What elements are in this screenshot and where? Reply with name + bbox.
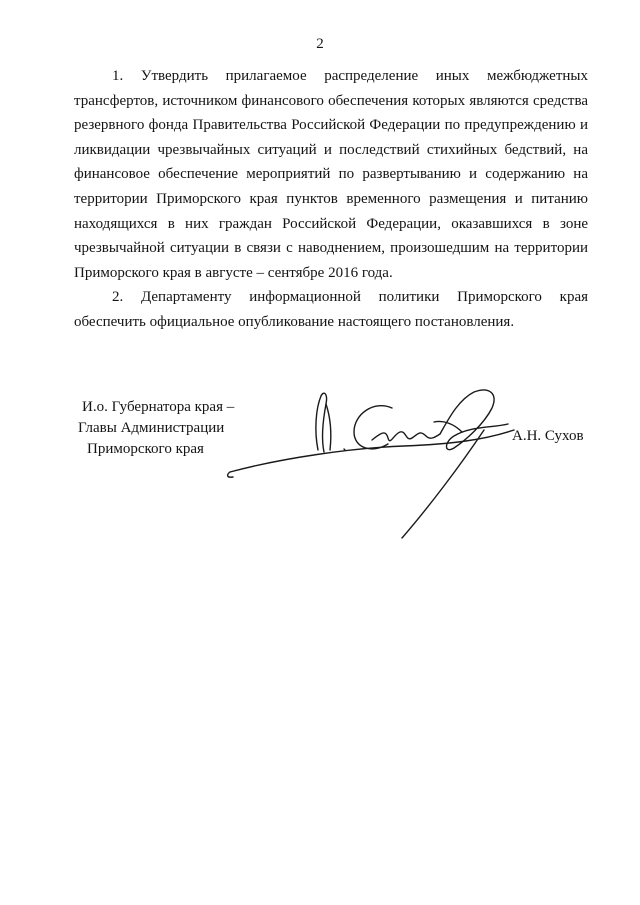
signer-name: А.Н. Сухов: [512, 428, 584, 444]
handwritten-signature: [222, 380, 532, 550]
document-body: [74, 64, 588, 335]
signatory-title-line: И.о. Губернатора края –: [82, 399, 235, 415]
signatory-title-line: Главы Администрации: [78, 420, 225, 436]
page-number: 2: [316, 36, 324, 52]
signatory-title: [78, 397, 234, 460]
paragraph-1: 1. Утвердить прилагаемое распределение иных межбюджетных трансфертов, источником финансового обеспечения которых являются средства резервного фонда Правительства Российской Федерации по предупреждению и ликвидации чрезвычайных ситуаций и последствий стихийных бедствий, на финансовое обеспечение мероприятий по развертыванию и содержанию на территории Приморского края пунктов временного размещения и питанию находящихся в них граждан Российской Федерации, оказавшихся в зоне чрезвычайной ситуации в связи с наводнением, произошедшим на территории Приморского края в августе – сентябре 2016 года.: [74, 68, 588, 281]
signatory-title-line: Приморского края: [87, 441, 204, 457]
paragraph-2: 2. Департаменту информационной политики Приморского края обеспечить официальное опубликование настоящего постановления.: [74, 289, 588, 330]
